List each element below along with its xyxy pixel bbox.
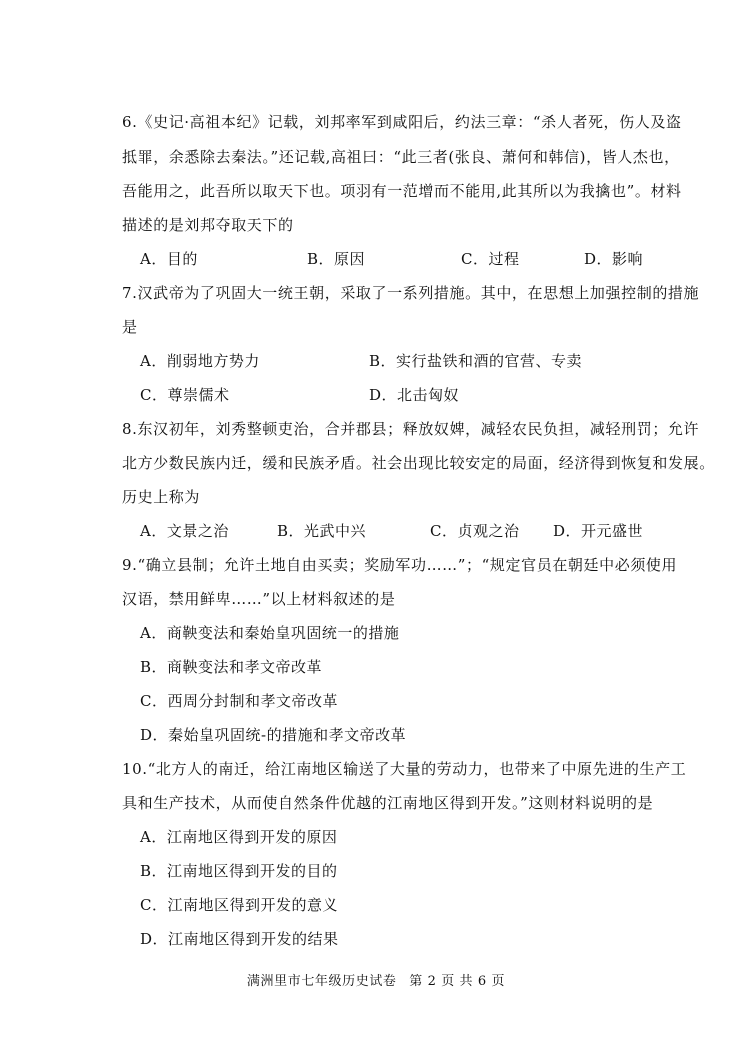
q6-option-b: B．原因 [307, 250, 366, 268]
q8-stem-line-1: 8.东汉初年，刘秀整顿吏治，合并郡县；释放奴婢，减轻农民负担，减轻刑罚；允许 [122, 420, 700, 438]
footer-page-info: 第 2 页 共 6 页 [409, 974, 506, 989]
q8-option-d: D．开元盛世 [553, 522, 644, 540]
page-footer [0, 973, 752, 991]
q9-stem-line-1: 9.“确立县制；允许土地自由买卖；奖励军功……”；“规定官员在朝廷中必须使用 [122, 556, 678, 574]
q6-option-a: A．目的 [140, 250, 198, 268]
q9-option-b: B．商鞅变法和孝文帝改革 [140, 658, 323, 676]
q7-stem-line-1: 7.汉武帝为了巩固大一统王朝，采取了一系列措施。其中，在思想上加强控制的措施 [122, 284, 700, 302]
q8-option-c: C．贞观之治 [430, 522, 520, 540]
q8-stem-line-3: 历史上称为 [122, 488, 201, 506]
q9-option-a: A．商鞅变法和秦始皇巩固统一的措施 [140, 624, 400, 642]
q10-option-a: A．江南地区得到开发的原因 [140, 828, 338, 846]
q7-option-d: D．北击匈奴 [369, 386, 460, 404]
q6-stem-line-2: 抵罪，余悉除去秦法。”还记载,高祖曰：“此三者(张良、萧何和韩信)，皆人杰也， [122, 148, 680, 166]
q10-stem-line-1: 10.“北方人的南迁，给江南地区输送了大量的劳动力，也带来了中原先进的生产工 [122, 760, 687, 778]
q9-stem-line-2: 汉语，禁用鲜卑……”以上材料叙述的是 [122, 590, 396, 608]
q10-option-c: C．江南地区得到开发的意义 [140, 896, 338, 914]
q10-option-d: D．江南地区得到开发的结果 [140, 930, 339, 948]
q7-option-c: C．尊崇儒术 [140, 386, 230, 404]
q8-stem-line-2: 北方少数民族内迁，缓和民族矛盾。社会出现比较安定的局面，经济得到恢复和发展。 [122, 454, 715, 472]
footer-exam-title: 满洲里市七年级历史试卷 [246, 974, 397, 989]
q10-option-b: B．江南地区得到开发的目的 [140, 862, 338, 880]
q8-option-b: B．光武中兴 [277, 522, 367, 540]
q7-option-b: B．实行盐铁和酒的官营、专卖 [369, 352, 583, 370]
q9-option-c: C．西周分封制和孝文帝改革 [140, 692, 338, 710]
q9-option-d: D．秦始皇巩固统-的措施和孝文帝改革 [140, 726, 407, 744]
q6-stem-line-3: 吾能用之，此吾所以取天下也。项羽有一范增而不能用,此其所以为我擒也”。材料 [122, 182, 682, 200]
q6-option-d: D．影响 [584, 250, 644, 268]
q7-option-a: A．削弱地方势力 [140, 352, 260, 370]
q6-option-c: C．过程 [461, 250, 520, 268]
q10-stem-line-2: 具和生产技术，从而使自然条件优越的江南地区得到开发。”这则材料说明的是 [122, 794, 654, 812]
q8-option-a: A．文景之治 [140, 522, 229, 540]
q6-stem-line-4: 描述的是刘邦夺取天下的 [122, 216, 294, 234]
q6-stem-line-1: 6.《史记·高祖本纪》记载，刘邦率军到咸阳后，约法三章：“杀人者死，伤人及盗 [122, 113, 682, 131]
q7-stem-line-2: 是 [122, 318, 138, 336]
